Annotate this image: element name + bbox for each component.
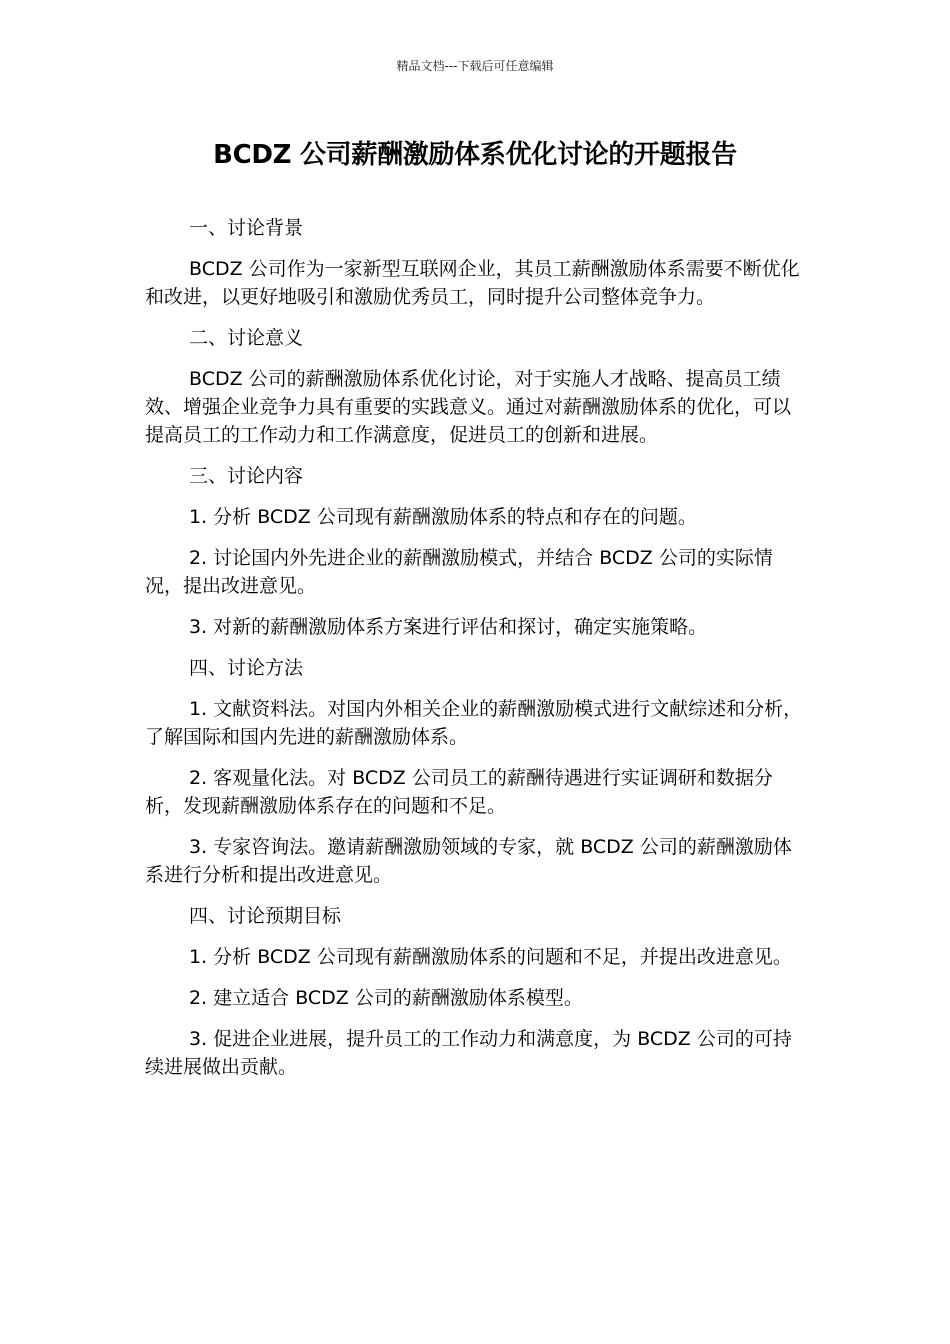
list-item: 1. 分析 BCDZ 公司现有薪酬激励体系的问题和不足，并提出改进意见。 (189, 946, 792, 968)
header-note: 精品文档---下载后可任意编辑 (396, 59, 554, 73)
list-item: 1. 文献资料法。对国内外相关企业的薪酬激励模式进行文献综述和分析，了解国际和国内先进的薪酬激励体系。 (145, 698, 803, 748)
document-body (145, 214, 807, 1094)
section-heading-content: 三、讨论内容 (189, 465, 304, 487)
section-heading-significance: 二、讨论意义 (189, 327, 304, 349)
list-item: 3. 专家咨询法。邀请薪酬激励领域的专家，就 BCDZ 公司的薪酬激励体系进行分析和提出改进意见。 (145, 836, 792, 886)
section-heading-background: 一、讨论背景 (189, 217, 304, 239)
section-heading-methods: 四、讨论方法 (189, 657, 304, 679)
list-item: 2. 讨论国内外先进企业的薪酬激励模式，并结合 BCDZ 公司的实际情况，提出改进意见。 (145, 547, 773, 597)
paragraph: BCDZ 公司的薪酬激励体系优化讨论，对于实施人才战略、提高员工绩效、增强企业竞争力具有重要的实践意义。通过对薪酬激励体系的优化，可以提高员工的工作动力和工作满意度，促进员工的创新和进展。 (145, 368, 792, 446)
list-item: 3. 对新的薪酬激励体系方案进行评估和探讨，确定实施策略。 (189, 616, 708, 638)
document-title: BCDZ 公司薪酬激励体系优化讨论的开题报告 (213, 140, 737, 170)
list-item: 2. 建立适合 BCDZ 公司的薪酬激励体系模型。 (189, 987, 583, 1009)
list-item: 3. 促进企业进展，提升员工的工作动力和满意度，为 BCDZ 公司的可持续进展做出贡献。 (145, 1028, 792, 1078)
list-item: 1. 分析 BCDZ 公司现有薪酬激励体系的特点和存在的问题。 (189, 506, 697, 528)
list-item: 2. 客观量化法。对 BCDZ 公司员工的薪酬待遇进行实证调研和数据分析，发现薪酬激励体系存在的问题和不足。 (145, 767, 773, 817)
paragraph: BCDZ 公司作为一家新型互联网企业，其员工薪酬激励体系需要不断优化和改进，以更好地吸引和激励优秀员工，同时提升公司整体竞争力。 (145, 258, 800, 308)
section-heading-goals: 四、讨论预期目标 (189, 905, 342, 927)
